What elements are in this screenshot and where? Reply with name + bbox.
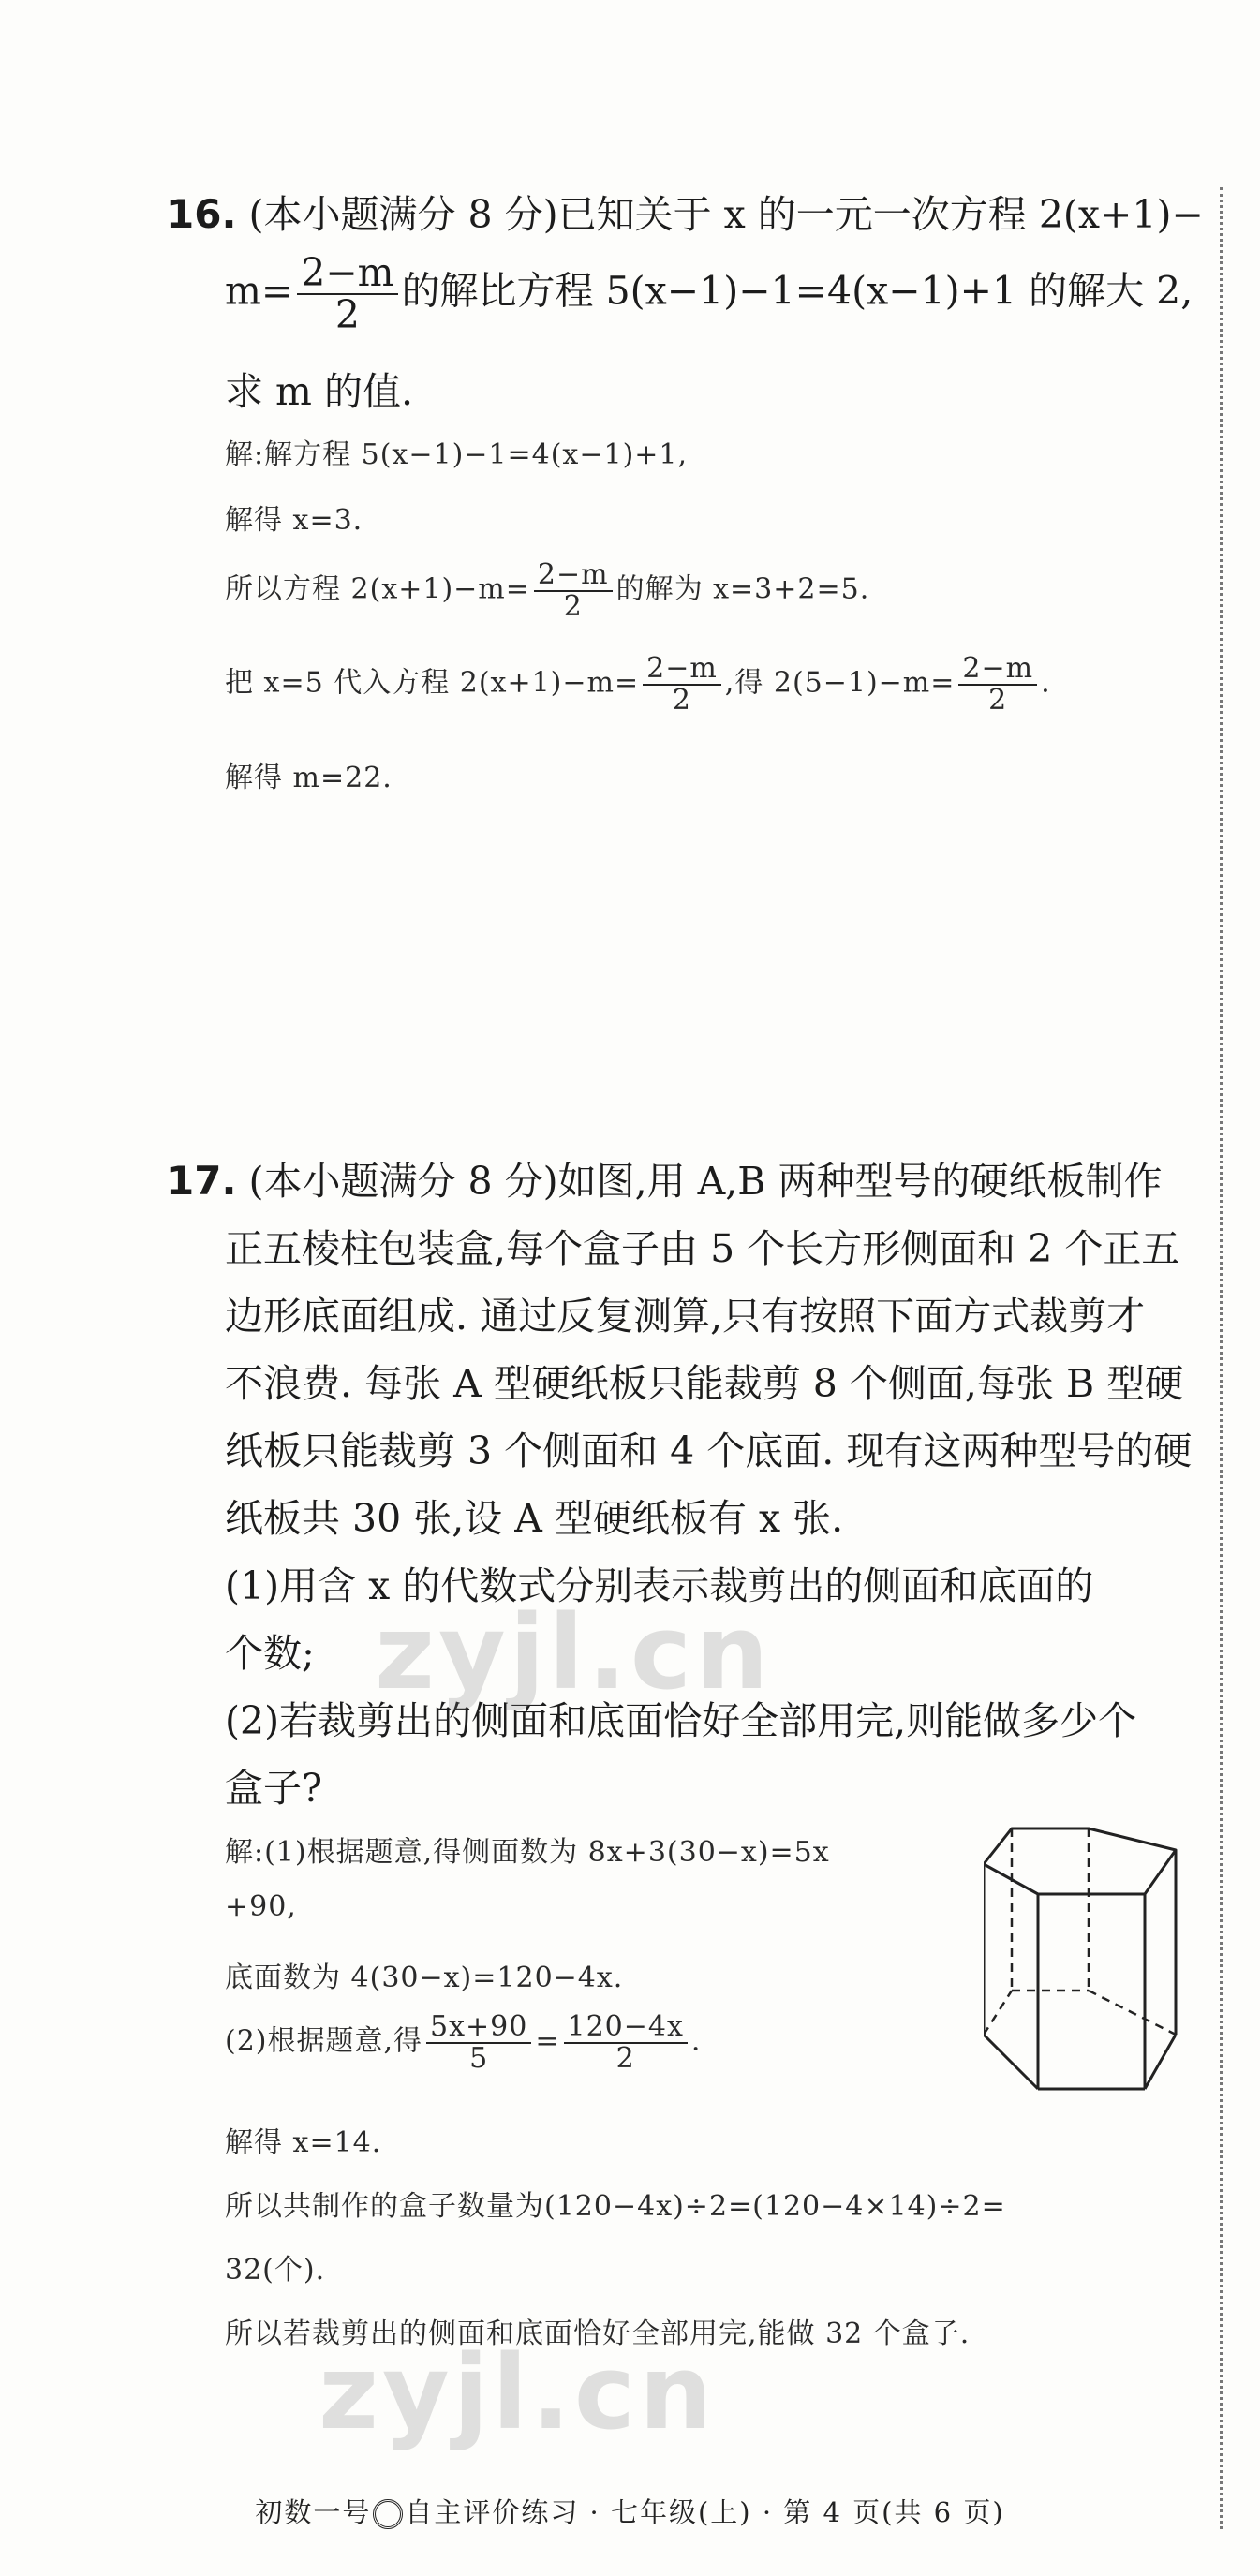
q16-frac-denominator: 2 (334, 292, 360, 338)
q16-line1 (167, 184, 1204, 239)
q17-text-2: 正五棱柱包装盒,每个盒子由 5 个长方形侧面和 2 个正五 (225, 1226, 1180, 1271)
q16-line2 (225, 250, 1193, 338)
q17-frac1-numerator: 5x+90 (426, 2012, 531, 2044)
q16-sol4-frac2-denominator: 2 (988, 683, 1008, 717)
q16-sol4-frac1-numerator: 2−m (643, 654, 721, 686)
q17-solution-4 (225, 2012, 701, 2073)
q17-line1 (167, 1150, 1162, 1206)
q17-equals: = (535, 2024, 560, 2058)
q17-solution-1: 解:(1)根据题意,得侧面数为 8x+3(30−x)=5x (225, 1836, 830, 1869)
q17-solution-6: 所以共制作的盒子数量为(120−4x)÷2=(120−4×14)÷2= (225, 2190, 1006, 2223)
pentagonal-prism-figure (984, 1817, 1190, 2098)
q16-frac-numerator: 2−m (297, 253, 397, 295)
q17-solution-7: 32(个). (225, 2254, 326, 2287)
q17-solution-4a: (2)根据题意,得 (225, 2024, 423, 2058)
q16-sol4-fraction-2 (958, 654, 1037, 715)
q16-solution-3a: 所以方程 2(x+1)−m= (225, 572, 530, 606)
q17-text-1: (本小题满分 8 分)如图,用 A,B 两种型号的硬纸板制作 (248, 1159, 1163, 1204)
q16-sol4-fraction-1 (643, 654, 721, 715)
footer-left: 初数一号 (255, 2496, 372, 2528)
q16-solution-1: 解:解方程 5(x−1)−1=4(x−1)+1, (225, 438, 689, 471)
page-footer (0, 2492, 1260, 2530)
q17-text-3: 边形底面组成. 通过反复测算,只有按照下面方式裁剪才 (225, 1294, 1146, 1339)
q16-solution-5: 解得 m=22. (225, 762, 393, 794)
q16-sol3-frac-numerator: 2−m (534, 560, 613, 592)
q16-sol3-fraction (534, 560, 613, 621)
q17-solution-8: 所以若裁剪出的侧面和底面恰好全部用完,能做 32 个盒子. (225, 2317, 971, 2350)
q17-text-6: 纸板共 30 张,设 A 型硬纸板有 x 张. (225, 1496, 844, 1541)
q17-solution-3: 底面数为 4(30−x)=120−4x. (225, 1962, 624, 1994)
q16-solution-4a: 把 x=5 代入方程 2(x+1)−m= (225, 666, 640, 700)
q17-text-4: 不浪费. 每张 A 型硬纸板只能裁剪 8 个侧面,每张 B 型硬 (225, 1361, 1184, 1406)
q16-sol4-frac1-denominator: 2 (672, 683, 691, 717)
circle-mark-icon (373, 2499, 403, 2529)
watermark-2: zyjl.cn (319, 2332, 717, 2452)
q16-text-3: 求 m 的值. (225, 369, 413, 414)
q16-text-2a: m= (225, 268, 294, 314)
q17-solution-4b: . (690, 2024, 702, 2058)
q17-solution-5: 解得 x=14. (225, 2126, 382, 2159)
q17-text-8: 个数; (225, 1631, 315, 1676)
q16-text-2b: 的解比方程 5(x−1)−1=4(x−1)+1 的解大 2, (401, 268, 1193, 314)
q16-fraction (297, 250, 397, 338)
q17-solution-2: +90, (225, 1890, 297, 1923)
q16-sol3-frac-denominator: 2 (563, 589, 583, 623)
watermark-1: zyjl.cn (375, 1592, 773, 1712)
q16-solution-2: 解得 x=3. (225, 504, 363, 537)
footer-right: 自主评价练习 · 七年级(上) · 第 4 页(共 6 页) (405, 2496, 1005, 2528)
q17-text-5: 纸板只能裁剪 3 个侧面和 4 个底面. 现有这两种型号的硬 (225, 1429, 1193, 1473)
q17-frac2-denominator: 2 (615, 2041, 635, 2075)
q17-fraction-2 (564, 2012, 688, 2073)
q16-solution-3 (225, 560, 869, 621)
q17-number: 17. (167, 1158, 237, 1204)
q16-solution-4b: ,得 2(5−1)−m= (724, 666, 956, 700)
q17-text-10: 盒子? (225, 1766, 322, 1811)
q16-text-1: (本小题满分 8 分)已知关于 x 的一元一次方程 2(x+1)− (248, 192, 1204, 237)
q16-solution-4c: . (1041, 666, 1051, 700)
q17-frac2-numerator: 120−4x (564, 2012, 688, 2044)
q17-fraction-1 (426, 2012, 531, 2073)
binding-dotted-line (1220, 187, 1223, 2529)
q17-text-7: (1)用含 x 的代数式分别表示裁剪出的侧面和底面的 (225, 1563, 1094, 1608)
q16-sol4-frac2-numerator: 2−m (958, 654, 1037, 686)
q16-number: 16. (167, 191, 237, 237)
q17-text-9: (2)若裁剪出的侧面和底面恰好全部用完,则能做多少个 (225, 1698, 1137, 1743)
q16-solution-3b: 的解为 x=3+2=5. (615, 572, 870, 606)
q17-frac1-denominator: 5 (469, 2041, 489, 2075)
q16-solution-4 (225, 654, 1051, 715)
